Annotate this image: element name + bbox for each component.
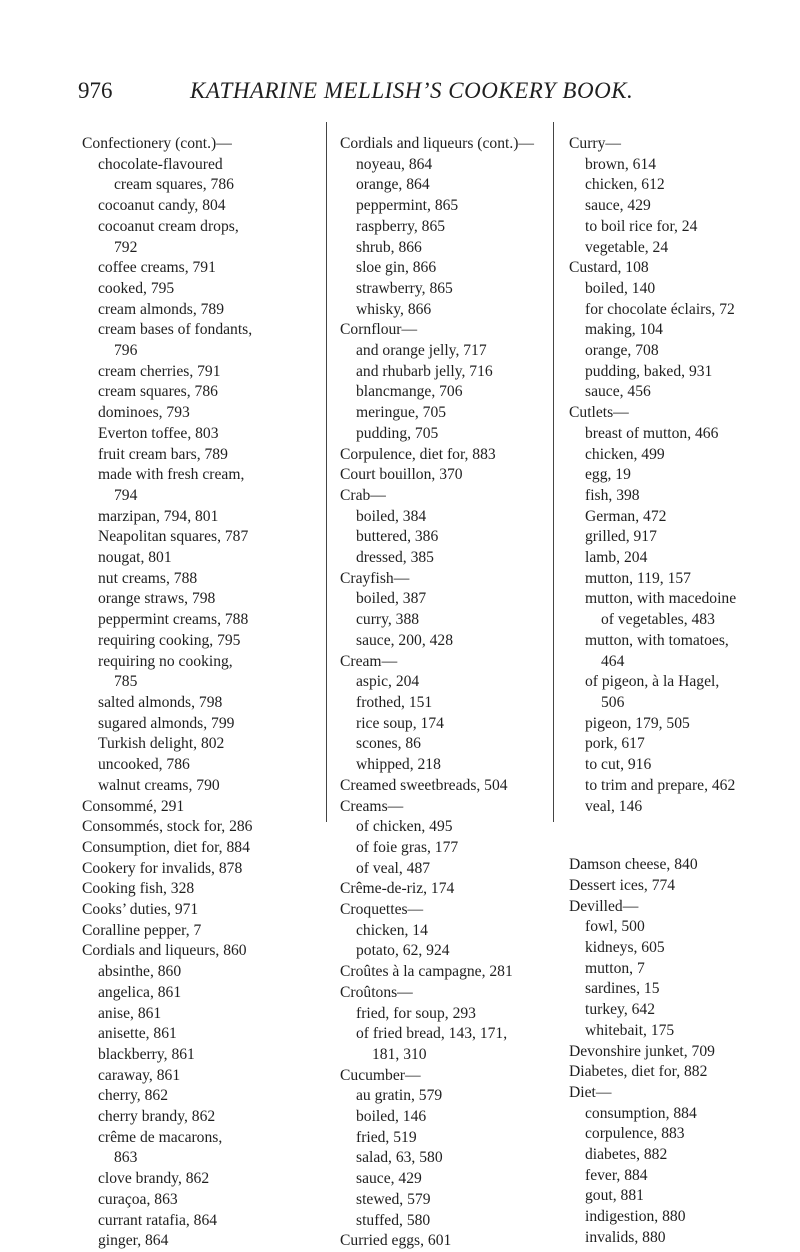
index-subentry: peppermint creams, 788: [98, 611, 249, 629]
index-heading: Diabetes, diet for, 882: [569, 1063, 708, 1081]
index-subentry: buttered, 386: [356, 528, 439, 546]
index-heading: Cookery for invalids, 878: [82, 859, 243, 877]
index-subentry: orange straws, 798: [98, 590, 216, 608]
index-heading: Cooks’ duties, 971: [82, 901, 199, 919]
index-subentry: German, 472: [585, 507, 667, 525]
index-subentry: sauce, 429: [585, 197, 651, 215]
index-subentry: of vegetables, 483: [601, 611, 715, 629]
index-subentry: made with fresh cream,: [98, 466, 245, 484]
index-heading: Croquettes—: [340, 901, 424, 919]
index-heading: Consommé, 291: [82, 797, 185, 815]
index-heading: Curry—: [569, 135, 621, 152]
index-subentry: egg, 19: [585, 466, 631, 484]
index-subentry: nut creams, 788: [98, 569, 198, 587]
index-heading: Coralline pepper, 7: [82, 921, 202, 939]
index-heading: Devilled—: [569, 897, 639, 915]
index-subentry: fish, 398: [585, 486, 640, 504]
index-subentry: cherry, 862: [98, 1087, 168, 1105]
index-heading: Confectionery (cont.)—: [82, 135, 232, 152]
index-subentry: for chocolate éclairs, 72: [585, 300, 735, 318]
index-subentry: sauce, 456: [585, 383, 651, 401]
index-subentry: strawberry, 865: [356, 279, 453, 297]
index-subentry: boiled, 384: [356, 507, 427, 525]
index-subentry: noyeau, 864: [356, 155, 433, 173]
index-subentry: brown, 614: [585, 155, 657, 173]
index-subentry: consumption, 884: [585, 1104, 697, 1122]
index-subentry: Neapolitan squares, 787: [98, 528, 249, 546]
index-heading: Creams—: [340, 797, 404, 815]
index-subentry: sauce, 429: [356, 1170, 422, 1188]
index-subentry: sloe gin, 866: [356, 259, 437, 277]
index-subentry: breast of mutton, 466: [585, 424, 719, 442]
index-subentry: of fried bread, 143, 171,: [356, 1025, 508, 1043]
index-heading: Cornflour—: [340, 321, 418, 339]
index-subentry: 464: [601, 652, 625, 670]
index-subentry: pork, 617: [585, 735, 645, 753]
index-subentry: stewed, 579: [356, 1190, 431, 1208]
index-heading: Crême-de-riz, 174: [340, 880, 455, 898]
index-subentry: marzipan, 794, 801: [98, 507, 219, 525]
index-subentry: and rhubarb jelly, 716: [356, 362, 493, 380]
index-subentry: requiring cooking, 795: [98, 631, 241, 649]
index-subentry: sauce, 200, 428: [356, 631, 454, 649]
index-subentry: salted almonds, 798: [98, 693, 223, 711]
index-subentry: fever, 884: [585, 1166, 648, 1184]
index-subentry: 796: [114, 342, 138, 360]
index-subentry: whisky, 866: [356, 300, 432, 318]
index-subentry: orange, 864: [356, 176, 430, 194]
index-subentry: anisette, 861: [98, 1025, 177, 1043]
index-heading: Croûtes à la campagne, 281: [340, 963, 513, 981]
index-subentry: absinthe, 860: [98, 963, 182, 981]
index-heading: Consumption, diet for, 884: [82, 838, 250, 856]
index-subentry: currant ratafia, 864: [98, 1211, 218, 1229]
index-subentry: mutton, 7: [585, 959, 645, 977]
index-subentry: raspberry, 865: [356, 217, 446, 235]
index-subentry: of veal, 487: [356, 859, 431, 877]
index-heading: Croûtons—: [340, 983, 413, 1001]
index-heading: Cordials and liqueurs, 860: [82, 942, 247, 960]
index-subentry: cooked, 795: [98, 279, 175, 297]
index-subentry: blackberry, 861: [98, 1045, 195, 1063]
index-subentry: chicken, 612: [585, 176, 665, 194]
index-subentry: fruit cream bars, 789: [98, 445, 228, 463]
index-heading: Custard, 108: [569, 259, 649, 277]
index-subentry: anise, 861: [98, 1004, 162, 1022]
index-subentry: corpulence, 883: [585, 1125, 685, 1143]
index-subentry: lamb, 204: [585, 549, 648, 567]
index-subentry: to trim and prepare, 462: [585, 776, 736, 794]
index-subentry: au gratin, 579: [356, 1087, 443, 1105]
index-subentry: ginger, 864: [98, 1232, 169, 1250]
index-subentry: 863: [114, 1149, 138, 1167]
index-subentry: whitebait, 175: [585, 1021, 675, 1039]
index-subentry: cream squares, 786: [98, 383, 218, 401]
index-subentry: cream bases of fondants,: [98, 321, 253, 339]
index-subentry: mutton, 119, 157: [585, 569, 691, 587]
page-header: [78, 78, 738, 108]
index-subentry: rice soup, 174: [356, 714, 444, 732]
index-subentry: of chicken, 495: [356, 818, 453, 836]
index-subentry: turkey, 642: [585, 1001, 656, 1019]
index-column-3: [569, 134, 781, 1249]
index-subentry: mutton, with macedoine: [585, 590, 737, 608]
index-subentry: walnut creams, 790: [98, 776, 220, 794]
index-heading: Cucumber—: [340, 1066, 421, 1084]
index-heading: Cooking fish, 328: [82, 880, 195, 898]
index-subentry: kidneys, 605: [585, 939, 665, 957]
index-subentry: clove brandy, 862: [98, 1170, 210, 1188]
index-heading: Cordials and liqueurs (cont.)—: [340, 135, 535, 152]
index-subentry: crême de macarons,: [98, 1128, 223, 1146]
index-subentry: uncooked, 786: [98, 756, 190, 774]
index-subentry: gout, 881: [585, 1187, 644, 1205]
index-subentry: frothed, 151: [356, 693, 433, 711]
index-subentry: of pigeon, à la Hagel,: [585, 673, 720, 691]
index-subentry: coffee creams, 791: [98, 259, 216, 277]
index-subentry: boiled, 140: [585, 279, 656, 297]
index-subentry: cream cherries, 791: [98, 362, 221, 380]
index-heading: Diet—: [569, 1083, 612, 1101]
index-subentry: blancmange, 706: [356, 383, 463, 401]
index-subentry: caraway, 861: [98, 1066, 181, 1084]
index-subentry: whipped, 218: [356, 756, 441, 774]
index-subentry: invalids, 880: [585, 1228, 666, 1246]
index-subentry: pudding, baked, 931: [585, 362, 713, 380]
index-subentry: dressed, 385: [356, 549, 434, 567]
index-subentry: and orange jelly, 717: [356, 342, 487, 360]
index-heading: Corpulence, diet for, 883: [340, 445, 496, 463]
index-heading: Damson cheese, 840: [569, 856, 698, 874]
index-subentry: sugared almonds, 799: [98, 714, 235, 732]
index-subentry: cream almonds, 789: [98, 300, 225, 318]
index-subentry: to cut, 916: [585, 756, 652, 774]
index-subentry: shrub, 866: [356, 238, 422, 256]
index-subentry: chocolate-flavoured: [98, 155, 223, 173]
index-subentry: boiled, 387: [356, 590, 427, 608]
section-gap: [569, 817, 781, 855]
index-heading: Crab—: [340, 486, 386, 504]
index-subentry: orange, 708: [585, 342, 659, 360]
index-subentry: sardines, 15: [585, 980, 660, 998]
column-divider: [553, 122, 554, 822]
index-subentry: pudding, 705: [356, 424, 439, 442]
index-subentry: salad, 63, 580: [356, 1149, 443, 1167]
index-heading: Creamed sweetbreads, 504: [340, 776, 508, 794]
index-subentry: requiring no cooking,: [98, 652, 233, 670]
index-subentry: 794: [114, 486, 138, 504]
index-subentry: angelica, 861: [98, 983, 182, 1001]
index-subentry: cream squares, 786: [114, 176, 234, 194]
index-subentry: curry, 388: [356, 611, 420, 629]
index-subentry: vegetable, 24: [585, 238, 669, 256]
index-heading: Consommés, stock for, 286: [82, 818, 253, 836]
index-subentry: curaçoa, 863: [98, 1190, 178, 1208]
index-subentry: fried, for soup, 293: [356, 1004, 476, 1022]
index-subentry: cherry brandy, 862: [98, 1108, 216, 1126]
index-subentry: of foie gras, 177: [356, 838, 459, 856]
index-subentry: meringue, 705: [356, 404, 447, 422]
index-subentry: 181, 310: [372, 1045, 427, 1063]
index-subentry: veal, 146: [585, 797, 643, 815]
index-subentry: 792: [114, 238, 138, 256]
index-column-2: [340, 134, 552, 1252]
index-heading: Cutlets—: [569, 404, 629, 422]
index-heading: Court bouillon, 370: [340, 466, 463, 484]
index-subentry: fried, 519: [356, 1128, 417, 1146]
index-subentry: 506: [601, 693, 625, 711]
index-subentry: chicken, 14: [356, 921, 428, 939]
running-title: KATHARINE MELLISH’S COOKERY BOOK.: [190, 78, 634, 103]
index-subentry: diabetes, 882: [585, 1146, 668, 1164]
index-subentry: to boil rice for, 24: [585, 217, 698, 235]
index-subentry: mutton, with tomatoes,: [585, 631, 729, 649]
index-heading: Cream—: [340, 652, 398, 670]
index-subentry: cocoanut cream drops,: [98, 217, 239, 235]
index-heading: Dessert ices, 774: [569, 876, 676, 894]
index-subentry: scones, 86: [356, 735, 421, 753]
index-subentry: Everton toffee, 803: [98, 424, 219, 442]
index-subentry: chicken, 499: [585, 445, 665, 463]
index-subentry: fowl, 500: [585, 918, 645, 936]
index-subentry: nougat, 801: [98, 549, 172, 567]
index-subentry: indigestion, 880: [585, 1208, 686, 1226]
index-heading: Devonshire junket, 709: [569, 1042, 715, 1060]
index-subentry: aspic, 204: [356, 673, 420, 691]
index-subentry: stuffed, 580: [356, 1211, 431, 1229]
index-subentry: potato, 62, 924: [356, 942, 450, 960]
index-subentry: Turkish delight, 802: [98, 735, 225, 753]
index-subentry: grilled, 917: [585, 528, 657, 546]
index-subentry: dominoes, 793: [98, 404, 190, 422]
index-subentry: boiled, 146: [356, 1108, 427, 1126]
index-heading: Crayfish—: [340, 569, 410, 587]
index-subentry: peppermint, 865: [356, 197, 459, 215]
index-subentry: making, 104: [585, 321, 663, 339]
index-subentry: 785: [114, 673, 138, 691]
index-subentry: cocoanut candy, 804: [98, 197, 226, 215]
index-heading: Curried eggs, 601: [340, 1232, 452, 1250]
index-subentry: pigeon, 179, 505: [585, 714, 690, 732]
page-number: 976: [78, 78, 113, 103]
